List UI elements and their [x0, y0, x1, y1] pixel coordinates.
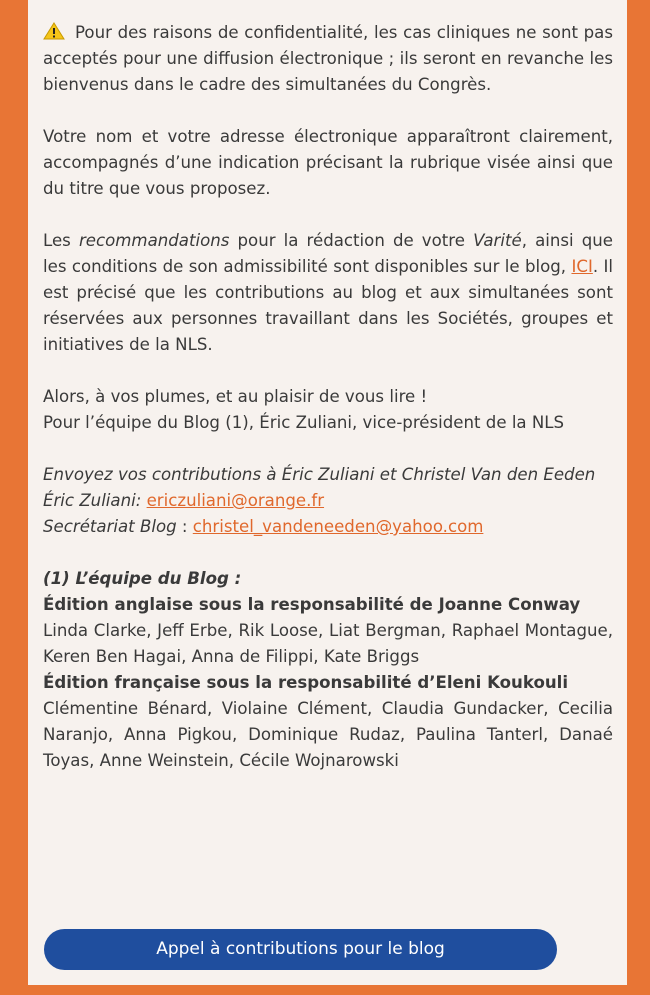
- spacer: [43, 202, 613, 228]
- confidentiality-text: Pour des raisons de confidentialité, les cas cliniques ne sont pas acceptés pour une diffusion électronique ; ils seront en revanche les bienvenus dans le cadre des simultanées du Congrès.: [43, 23, 613, 94]
- recommendations-term: recommandations: [78, 231, 230, 250]
- eric-email-link[interactable]: ericzuliani@orange.fr: [146, 491, 325, 510]
- spacer: [43, 436, 613, 462]
- text-segment: . Il est précisé que les contributions au blog et aux simultanées sont réservées aux personnes travaillant dans les Sociétés, groupes et initiatives de la NLS.: [43, 257, 614, 354]
- text-segment: pour la rédaction de votre: [229, 231, 474, 250]
- spacer: [43, 98, 613, 124]
- french-edition-members: Clémentine Bénard, Violaine Clément, Claudia Gundacker, Cecilia Naranjo, Anna Pigkou, Dominique Rudaz, Paulina Tanterl, Danaé Toyas, Anne Weinstein, Cécile Wojnarowski: [43, 699, 613, 770]
- secretariat-label: Secrétariat Blog: [43, 517, 177, 536]
- secretariat-contact-line: [43, 514, 613, 540]
- english-edition-heading: Édition anglaise sous la responsabilité de Joanne Conway: [43, 595, 581, 614]
- confidentiality-paragraph: [43, 20, 613, 98]
- article-body: [43, 20, 613, 774]
- separator: :: [176, 517, 193, 536]
- text-segment: Les: [43, 231, 79, 250]
- spacer: [43, 540, 613, 566]
- team-heading: (1) L’équipe du Blog :: [43, 569, 242, 588]
- english-edition-members: Linda Clarke, Jeff Erbe, Rik Loose, Liat Bergman, Raphael Montague, Keren Ben Hagai, Anna de Filippi, Kate Briggs: [43, 621, 613, 666]
- warning-icon: [43, 22, 65, 40]
- eric-label: Éric Zuliani:: [43, 491, 147, 510]
- closing-line: Alors, à vos plumes, et au plaisir de vous lire !: [43, 387, 428, 406]
- call-for-contributions-button[interactable]: Appel à contributions pour le blog: [44, 929, 557, 970]
- eric-contact-line: [43, 488, 613, 514]
- text-segment: , ainsi que les conditions de son admissibilité sont disponibles sur le blog,: [43, 231, 614, 276]
- recommendations-paragraph: [43, 228, 613, 358]
- french-edition-heading: Édition française sous la responsabilité d’Eleni Koukouli: [43, 673, 569, 692]
- secretariat-email-link[interactable]: christel_vandeneeden@yahoo.com: [192, 517, 484, 536]
- ici-link[interactable]: ICI: [571, 257, 593, 276]
- identity-paragraph: Votre nom et votre adresse électronique apparaîtront clairement, accompagnés d’une indication précisant la rubrique visée ainsi que du titre que vous proposez.: [43, 127, 613, 198]
- signature-line: Pour l’équipe du Blog (1), Éric Zuliani, vice-président de la NLS: [43, 413, 565, 432]
- varite-term: Varité: [473, 231, 522, 250]
- spacer: [43, 358, 613, 384]
- content-panel: [28, 0, 627, 985]
- send-contributions-line: Envoyez vos contributions à Éric Zuliani et Christel Van den Eeden: [43, 465, 596, 484]
